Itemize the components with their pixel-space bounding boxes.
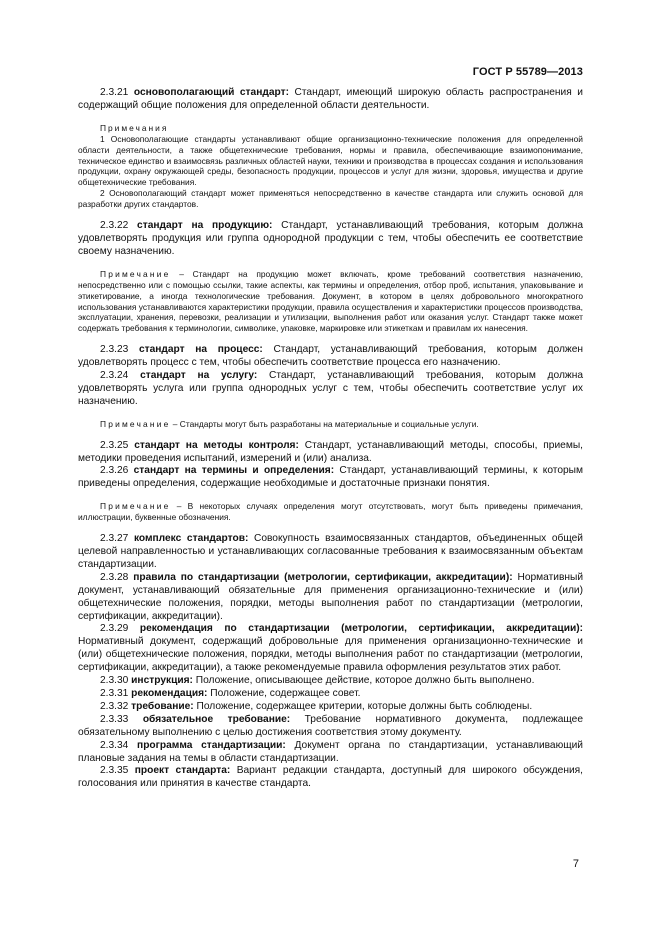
note-text: – В некоторых случаях определения могут отсутствовать, могут быть приведены примечания, иллюстрации, буквенные обозначения. <box>78 501 583 523</box>
entry-term: обязательное требование: <box>142 713 291 725</box>
entry-term: рекомендация по стандартизации (метрологии, сертификации, аккредитации): <box>139 623 584 635</box>
entry-2-3-32 <box>78 701 583 714</box>
entry-definition: Стандарт, устанавливающий термины, к которым приведены определения, содержащие необходимые и достаточные признаки понятия. <box>78 465 584 490</box>
entry-term: программа стандартизации: <box>137 739 286 751</box>
entry-definition: Положение, содержащее критерии, которые должны быть соблюдены. <box>193 700 533 712</box>
entry-number: 2.3.21 <box>100 87 134 98</box>
entry-definition: Нормативный документ, устанавливающий обязательные для применения организационно-технические и (или) общетехнические положения, порядки, методы выполнения работ по стандартизации (метрологии, сертификации, аккредитации). <box>78 571 584 622</box>
entry-2-3-25 <box>78 440 583 466</box>
entry-number: 2.3.30 <box>100 675 132 687</box>
entry-term: стандарт на методы контроля: <box>134 439 299 451</box>
entry-2-3-31 <box>78 688 583 701</box>
entry-2-3-27 <box>78 533 583 572</box>
entry-number: 2.3.27 <box>100 533 134 545</box>
entry-2-3-30 <box>78 675 583 688</box>
entry-definition: Стандарт, устанавливающий требования, которым должна удовлетворять услуга или группа однородных услуг с тем, чтобы обеспечить соответствие услуг их назначению. <box>78 370 583 407</box>
entry-number: 2.3.26 <box>100 465 134 477</box>
entry-term: стандарт на процесс: <box>138 344 263 356</box>
note-2-3-22 <box>78 269 583 334</box>
entry-2-3-22 <box>78 220 583 259</box>
entry-2-3-33 <box>78 714 583 740</box>
entry-number: 2.3.35 <box>100 765 135 777</box>
document-header: ГОСТ Р 55789—2013 <box>472 66 583 78</box>
entry-definition: Стандарт, устанавливающий требования, которым должна удовлетворять продукция или группа однородной продукции с тем, чтобы обеспечить ее соответствие своему назначению. <box>78 220 584 257</box>
entry-definition: Положение, содержащее совет. <box>207 687 361 699</box>
entry-number: 2.3.24 <box>100 370 141 382</box>
entry-2-3-34 <box>78 740 583 766</box>
entry-2-3-26 <box>78 465 583 491</box>
note-label: Примечание <box>100 501 171 512</box>
entry-definition: Стандарт, устанавливающий методы, способы, приемы, методики проведения испытаний, измерений и (или) анализа. <box>78 439 583 464</box>
entry-definition: Вариант редакции стандарта, доступный для широкого обсуждения, голосования или принятия в качестве стандарта. <box>78 765 583 790</box>
entry-2-3-35 <box>78 765 583 791</box>
note-2-3-26 <box>78 501 583 523</box>
entry-definition: Совокупность взаимосвязанных стандартов, объединенных общей целевой направленностью и устанавливающих согласованные требования к взаимосвязанным объектам стандартизации. <box>78 533 583 570</box>
entry-number: 2.3.31 <box>100 687 132 699</box>
note-2-3-24 <box>78 419 583 430</box>
page-number: 7 <box>572 858 579 870</box>
note-2: 2 Основополагающий стандарт может применяться непосредственно в качестве стандарта или служить основой для разработки других стандартов. <box>78 188 583 210</box>
entry-term: стандарт на услугу: <box>140 370 258 382</box>
entry-term: стандарт на продукцию: <box>137 220 273 232</box>
entry-number: 2.3.22 <box>100 220 138 232</box>
entry-definition: Стандарт, имеющий широкую область распространения и содержащий общие положения для определенной области деятельности. <box>78 87 583 111</box>
entry-term: комплекс стандартов: <box>133 533 249 545</box>
entry-term: требование: <box>131 700 194 712</box>
entry-2-3-28 <box>78 572 583 624</box>
entry-number: 2.3.33 <box>100 713 143 725</box>
note-label: Примечание <box>100 268 171 279</box>
entry-number: 2.3.25 <box>100 439 135 451</box>
entry-2-3-24 <box>78 370 583 409</box>
note-label: Примечание <box>100 418 171 429</box>
entry-definition: Положение, описывающее действие, которое должно быть выполнено. <box>192 675 535 687</box>
entry-number: 2.3.28 <box>100 571 134 583</box>
note-text: – Стандарты могут быть разработаны на материальные и социальные услуги. <box>170 418 479 429</box>
entry-number: 2.3.32 <box>100 700 132 712</box>
entry-term: инструкция: <box>131 675 193 687</box>
entry-number: 2.3.29 <box>100 623 140 635</box>
entry-2-3-23 <box>78 344 583 370</box>
entry-term: правила по стандартизации (метрологии, сертификации, аккредитации): <box>133 571 513 583</box>
document-body <box>78 87 583 791</box>
entry-number: 2.3.34 <box>100 739 138 751</box>
entry-definition: Документ органа по стандартизации, устанавливающий плановые задания на темы в области стандартизации. <box>78 739 583 764</box>
entry-2-3-21 <box>78 87 583 113</box>
entry-definition: Стандарт, устанавливающий требования, которым должен удовлетворять процесс с тем, чтобы обеспечить соответствие процесса его назначению. <box>78 344 583 369</box>
note-text: – Стандарт на продукцию может включать, кроме требований соответствия назначению, непосредственно или с помощью ссылки, такие аспекты, как термины и определения, отбор проб, испытания, упаковывание и этикетирование, а иногда технологические требования. Документ, в котором в целях добровольного многократного использования устанавливаются характеристики продукции, правила осуществления и характеристики процессов производства, эксплуатации, хранения, перевозки, реализации и утилизации, выполнения работ или оказания услуг. Стандарт также может содержать требования к терминологии, символике, упаковке, маркировке или этикеткам и правилам их нанесения. <box>78 268 583 334</box>
note-1: 1 Основополагающие стандарты устанавливают общие организационно-технические положения для определенной области деятельности, а также общетехнические требования, нормы и правила, обеспечивающие взаимопонимание, техническое единство и взаимосвязь различных областей науки, техники и производства в процессах создания и использования продукции, охрану окружающей среды, безопасность продукции, процессов и услуг для жизни, здоровья, имущества и другие общетехнические требования. <box>78 133 583 188</box>
entry-term: стандарт на термины и определения: <box>133 465 335 477</box>
entry-definition: Нормативный документ, содержащий добровольные для применения организационно-технические и (или) общетехнические положения, порядки, методы выполнения работ по стандартизации (метрологии, сертификации, аккредитации), а также рекомендуемые правила оформления результатов этих работ. <box>78 636 583 674</box>
entry-term: рекомендация: <box>131 687 208 699</box>
entry-term: проект стандарта: <box>134 765 231 777</box>
entry-term: основополагающий стандарт: <box>133 87 289 98</box>
entry-number: 2.3.23 <box>100 344 139 356</box>
notes-title: Примечания <box>100 122 169 133</box>
entry-2-3-29 <box>78 623 583 675</box>
entry-definition: Требование нормативного документа, подлежащее обязательному выполнению с целью достижения соответствия этому документу. <box>78 713 583 738</box>
